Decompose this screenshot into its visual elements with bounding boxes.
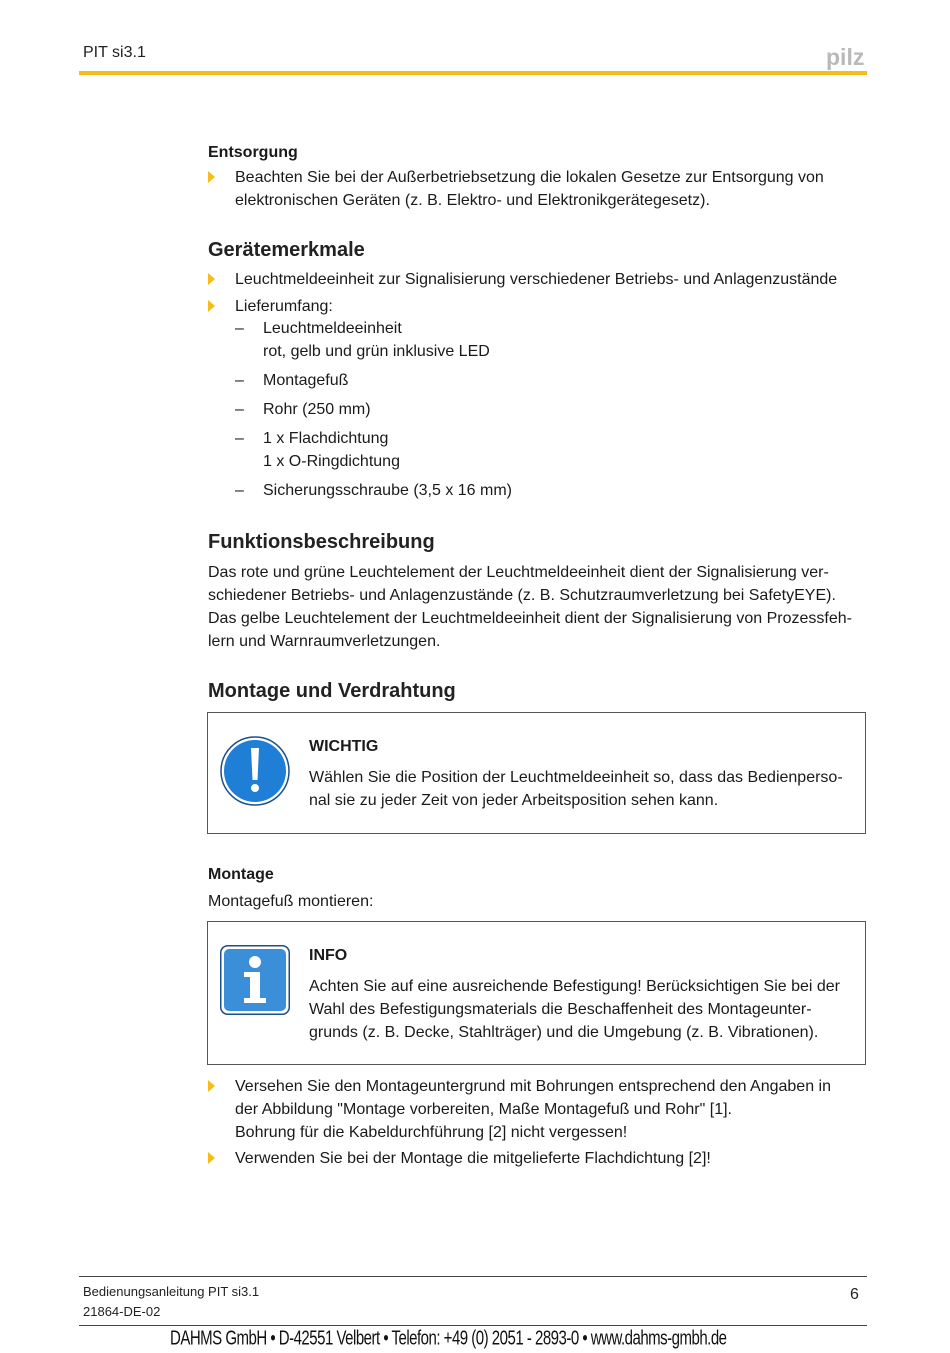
sub-item-text: Sicherungsschraube (3,5 x 16 mm) [263,482,512,499]
notice-label: WICHTIG [309,738,379,755]
list-item [208,1147,848,1170]
dealer-stamp [170,1327,727,1350]
footer-divider [79,1276,867,1277]
bullet-line: Verwenden Sie bei der Montage die mitgelieferte Flachdichtung [2]! [235,1150,711,1167]
dash-marker: – [235,401,244,418]
bullet-arrow-icon [208,273,215,285]
subheading-montage: Montage [208,866,274,883]
bullet-arrow-icon [208,300,215,312]
header-divider [79,71,867,75]
section-heading-funktionsbeschreibung: Funktionsbeschreibung [208,531,435,553]
bullet-line: der Abbildung "Montage vorbereiten, Maße Montagefuß und Rohr" [1]. [235,1101,732,1118]
notice-line: Wählen Sie die Position der Leuchtmeldeeinheit so, dass das Bedienperso- [309,769,843,786]
paragraph [208,561,868,653]
notice-line: Wahl des Befestigungsmaterials die Beschaffenheit des Montageunter- [309,1001,812,1018]
sub-item-text: rot, gelb und grün inklusive LED [263,343,490,360]
bullet-line: Versehen Sie den Montageuntergrund mit Bohrungen entsprechend den Angaben in [235,1078,831,1095]
sub-item-text: Rohr (250 mm) [263,401,371,418]
notice-text [309,766,857,812]
footer-doc-title: Bedienungsanleitung PIT si3.1 [83,1284,260,1299]
sub-list-item [235,317,835,363]
notice-line: Achten Sie auf eine ausreichende Befestigung! Berücksichtigen Sie bei der [309,978,841,995]
paragraph-line: schiedener Betriebs- und Anlagenzustände (z. B. Schutzraumverletzung bei SafetyEYE). [208,587,836,604]
notice-box-info [207,921,866,1065]
pilz-logo: pilz [826,44,865,70]
paragraph-line: Das rote und grüne Leuchtelement der Leuchtmeldeeinheit dient der Signalisierung ver- [208,564,829,581]
footer-doc-number: 21864-DE-02 [83,1304,161,1319]
sub-item-text: Montagefuß [263,372,349,389]
section-heading-montage-verdrahtung: Montage und Verdrahtung [208,680,456,702]
dash-marker: – [235,430,244,447]
bullet-arrow-icon [208,171,215,183]
bullet-text: Leuchtmeldeeinheit zur Signalisierung verschiedener Betriebs- und Anlagenzustände [235,271,838,288]
bullet-text: Lieferumfang: [235,298,333,315]
section-heading-geraetemerkmale: Gerätemerkmale [208,239,365,261]
section-heading-entsorgung: Entsorgung [208,144,298,161]
notice-line: grunds (z. B. Decke, Stahlträger) und die Umgebung (z. B. Vibrationen). [309,1024,819,1041]
paragraph-line: Das gelbe Leuchtelement der Leuchtmeldeeinheit dient der Signalisierung von Prozessfeh- [208,610,852,627]
list-item [208,268,848,291]
montage-intro: Montagefuß montieren: [208,893,374,910]
dash-marker: – [235,372,244,389]
paragraph-line: lern und Warnraumverletzungen. [208,633,441,650]
page-number: 6 [850,1286,859,1303]
dash-marker: – [235,320,244,337]
dealer-text: DAHMS GmbH • D-42551 Velbert • Telefon: +49 (0) 2051 - 2893-0 • www.dahms-gmbh.de [170,1327,727,1350]
sub-item-text: 1 x O-Ringdichtung [263,453,400,470]
sub-item-text: 1 x Flachdichtung [263,430,389,447]
list-item [208,295,848,318]
footer-document-info [83,1282,259,1322]
notice-box-wichtig [207,712,866,834]
sub-list-item [235,479,835,502]
notice-label: INFO [309,947,348,964]
footer-divider [79,1325,867,1326]
info-icon [220,945,290,1015]
bullet-arrow-icon [208,1080,215,1092]
list-item [208,1075,848,1144]
sub-list-item [235,398,835,421]
bullet-arrow-icon [208,1152,215,1164]
dash-marker: – [235,482,244,499]
sub-list-item [235,369,835,392]
exclamation-icon [220,736,290,806]
bullet-line: Bohrung für die Kabeldurchführung [2] nicht vergessen! [235,1124,628,1141]
notice-text [309,975,857,1044]
bullet-text: Beachten Sie bei der Außerbetriebsetzung die lokalen Gesetze zur Entsorgung von elektronischen Geräten (z. B. Elektro- und Elektronikgerätegesetz). [235,169,824,209]
list-item [208,166,848,212]
notice-line: nal sie zu jeder Zeit von jeder Arbeitsposition sehen kann. [309,792,719,809]
document-header-title: PIT si3.1 [83,44,146,61]
sub-item-text: Leuchtmeldeeinheit [263,320,402,337]
sub-list-item [235,427,835,473]
